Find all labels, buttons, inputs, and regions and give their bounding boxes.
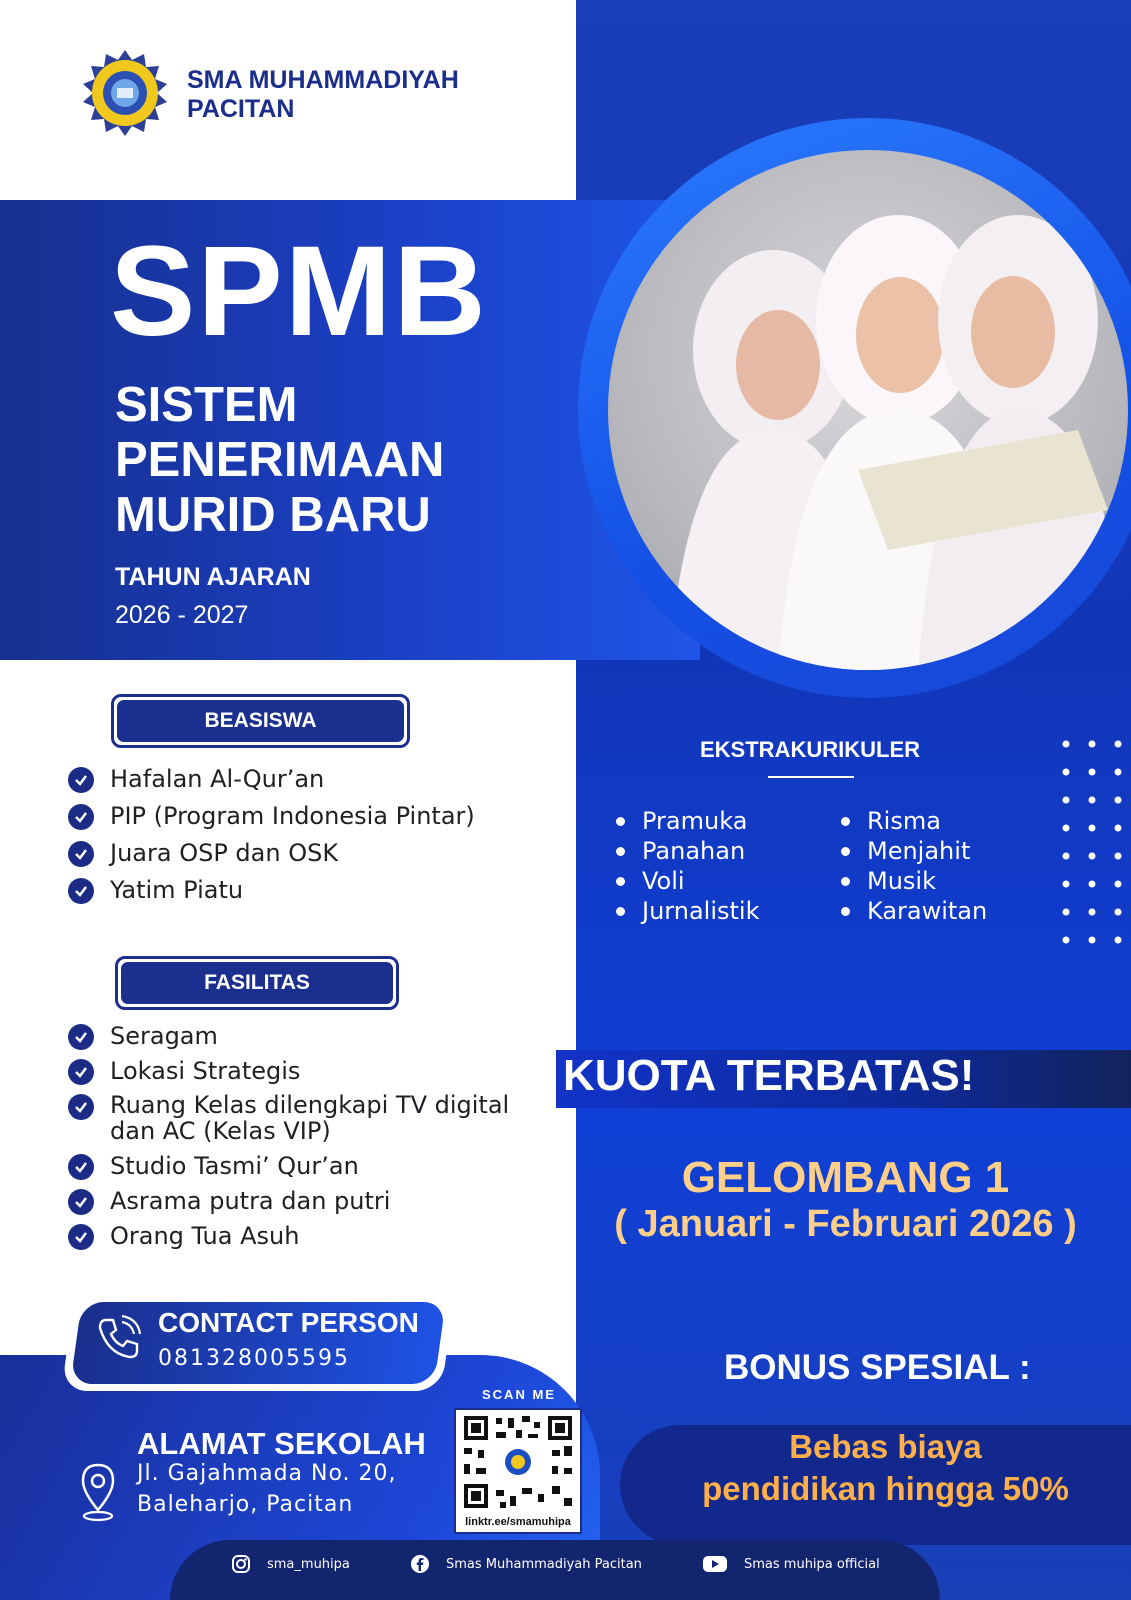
list-item <box>68 1152 509 1187</box>
list-item <box>841 806 987 836</box>
school-name-line1: SMA MUHAMMADIYAH <box>187 66 459 94</box>
qr-code-icon <box>456 1410 580 1514</box>
phone-icon <box>92 1312 144 1364</box>
list-item-label: PIP (Program Indonesia Pintar) <box>110 802 475 830</box>
list-item <box>616 806 759 836</box>
check-icon <box>68 1224 94 1250</box>
school-name-line2: PACITAN <box>187 95 295 123</box>
ekstrakurikuler-col-2 <box>841 806 987 926</box>
list-item <box>616 896 759 926</box>
list-item-label: Risma <box>867 807 941 835</box>
list-item-label: Juara OSP dan OSK <box>110 839 339 867</box>
list-item <box>841 836 987 866</box>
list-item-label: Lokasi Strategis <box>110 1057 301 1085</box>
bonus-line-1: Bebas biaya <box>789 1428 982 1465</box>
list-item-label: Jurnalistik <box>642 897 760 925</box>
beasiswa-heading <box>111 694 410 748</box>
bonus-line-2: pendidikan hingga 50% <box>702 1470 1069 1507</box>
check-icon <box>68 1094 94 1120</box>
check-icon <box>68 767 94 793</box>
list-item-label: Asrama putra dan putri <box>110 1187 391 1215</box>
subtitle-line-2: PENERIMAAN <box>115 433 445 487</box>
address-line-1: Jl. Gajahmada No. 20, <box>137 1461 397 1486</box>
list-item-label: Hafalan Al-Qur’an <box>110 765 325 793</box>
list-item-label: Seragam <box>110 1022 218 1050</box>
check-icon <box>68 1024 94 1050</box>
bullet-icon <box>841 847 850 856</box>
check-icon <box>68 1059 94 1085</box>
subtitle-line-3: MURID BARU <box>115 488 431 542</box>
beasiswa-heading-label: BEASISWA <box>117 700 404 742</box>
gelombang-dates: ( Januari - Februari 2026 ) <box>614 1203 1077 1245</box>
page-title: SPMB <box>110 220 488 363</box>
bullet-icon <box>616 847 625 856</box>
ekstrakurikuler-heading: EKSTRAKURIKULER <box>700 737 920 762</box>
contact-phone[interactable]: 081328005595 <box>158 1346 350 1371</box>
bullet-icon <box>616 877 625 886</box>
contact-label: CONTACT PERSON <box>158 1307 419 1338</box>
list-item-label <box>110 1092 509 1144</box>
list-item <box>68 839 475 876</box>
school-name <box>187 66 459 124</box>
list-item <box>616 836 759 866</box>
heading-underline <box>768 776 854 778</box>
instagram-icon <box>231 1554 251 1574</box>
bullet-icon <box>841 907 850 916</box>
bonus-title: BONUS SPESIAL : <box>724 1348 1031 1387</box>
check-icon <box>68 878 94 904</box>
check-icon <box>68 804 94 830</box>
list-item-label: Karawitan <box>867 897 988 925</box>
fasilitas-heading-label: FASILITAS <box>121 962 393 1004</box>
list-item <box>68 765 475 802</box>
list-item-label: Voli <box>642 867 685 895</box>
gelombang-title: GELOMBANG 1 <box>681 1153 1010 1202</box>
youtube-link[interactable] <box>702 1554 880 1574</box>
list-item-label: Pramuka <box>642 807 748 835</box>
facebook-link[interactable] <box>410 1554 642 1574</box>
list-item <box>68 1022 509 1057</box>
bullet-icon <box>616 907 625 916</box>
address-title: ALAMAT SEKOLAH <box>137 1426 426 1461</box>
fasilitas-list <box>68 1022 509 1257</box>
list-item <box>68 1057 509 1092</box>
list-item-label: Studio Tasmi’ Qur’an <box>110 1152 359 1180</box>
youtube-handle: Smas muhipa official <box>744 1556 880 1572</box>
list-item <box>68 802 475 839</box>
youtube-icon <box>702 1554 728 1574</box>
list-item-label-line2: dan AC (Kelas VIP) <box>110 1117 331 1145</box>
list-item-label-line1: Ruang Kelas dilengkapi TV digital <box>110 1091 510 1119</box>
scan-me-label: SCAN ME <box>482 1387 556 1402</box>
bullet-icon <box>841 877 850 886</box>
bullet-icon <box>616 817 625 826</box>
list-item-label: Musik <box>867 867 936 895</box>
list-item-label: Menjahit <box>867 837 971 865</box>
qr-caption[interactable]: linktr.ee/smamuhipa <box>465 1516 571 1528</box>
list-item <box>68 1187 509 1222</box>
students-photo <box>608 150 1128 670</box>
bullet-icon <box>841 817 850 826</box>
kuota-text: KUOTA TERBATAS! <box>563 1051 975 1100</box>
list-item <box>841 896 987 926</box>
ekstrakurikuler-col-1 <box>616 806 759 926</box>
fasilitas-heading <box>115 956 399 1010</box>
instagram-link[interactable] <box>231 1554 350 1574</box>
address-line-2: Baleharjo, Pacitan <box>137 1492 354 1517</box>
list-item <box>68 876 475 913</box>
subtitle-line-1: SISTEM <box>115 378 298 432</box>
list-item-label: Orang Tua Asuh <box>110 1222 300 1250</box>
location-pin-icon <box>78 1462 118 1522</box>
list-item-label: Panahan <box>642 837 746 865</box>
list-item-label: Yatim Piatu <box>110 876 244 904</box>
facebook-handle: Smas Muhammadiyah Pacitan <box>446 1556 642 1572</box>
list-item <box>68 1092 509 1152</box>
instagram-handle: sma_muhipa <box>267 1556 350 1572</box>
facebook-icon <box>410 1554 430 1574</box>
list-item <box>616 866 759 896</box>
check-icon <box>68 1189 94 1215</box>
check-icon <box>68 1154 94 1180</box>
academic-year-value: 2026 - 2027 <box>115 601 249 629</box>
list-item <box>841 866 987 896</box>
beasiswa-list <box>68 765 475 913</box>
decorative-dots <box>1058 736 1128 966</box>
academic-year-label: TAHUN AJARAN <box>115 563 311 591</box>
check-icon <box>68 841 94 867</box>
list-item <box>68 1222 509 1257</box>
school-seal-icon <box>80 48 170 138</box>
